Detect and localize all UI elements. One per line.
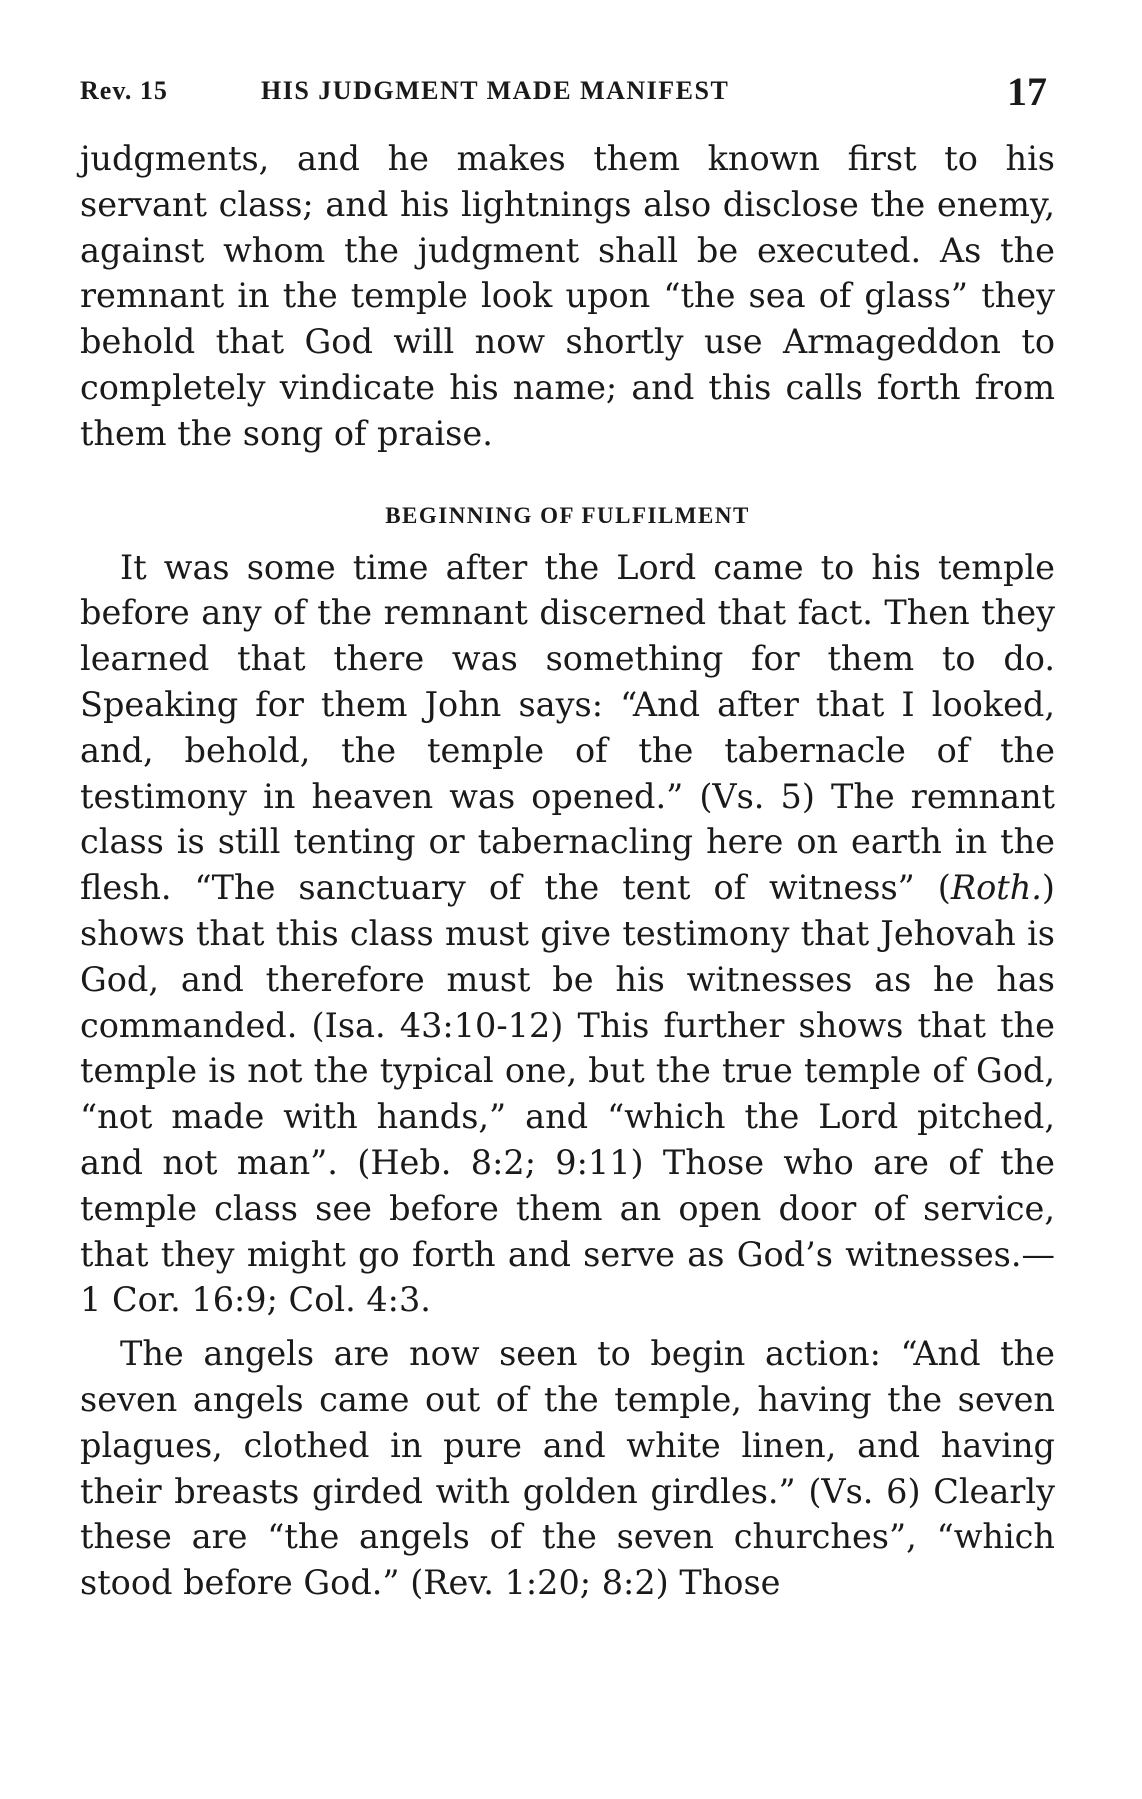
section-heading: BEGINNING OF FULFILMENT	[385, 502, 750, 528]
italic-citation: Roth.	[950, 868, 1042, 908]
running-title: HIS JUDGMENT MADE MANIFEST	[261, 76, 730, 105]
page-number: 17	[1007, 69, 1047, 114]
paragraph-text-part-2: ) shows that this class must give testimony that Jehovah is God, and therefore must be his witnesses as he has commanded. (Isa. 43:10-12) This further shows that the temple is not the typical one, but the true temple of God, “not made with hands,” and “which the Lord pitched, and not man”. (Heb. 8:2; 9:11) Those who are of the temple class see before them an open door of service, that they might go forth and serve as God’s witnesses.—1 Cor. 16:9; Col. 4:3.	[80, 868, 1055, 1320]
paragraph-continued: judgments, and he makes them known first to his servant class; and his lightnings also disclose the enemy, against whom the judgment shall be executed. As the remnant in the temple look upon “the sea of glass” they behold that God will now shortly use Armageddon to completely vindicate his name; and this calls forth from them the song of praise.	[80, 139, 1055, 453]
paragraph-angels-action: The angels are now seen to begin action: “And the seven angels came out of the temple, having the seven plagues, clothed in pure and white linen, and having their breasts girded with golden girdles.” (Vs. 6) Clearly these are “the angels of the seven churches”, “which stood before God.” (Rev. 1:20; 8:2) Those	[80, 1334, 1055, 1603]
running-head	[80, 66, 1055, 130]
paragraph-text-part-1: It was some time after the Lord came to his temple before any of the remnant discerned that fact. Then they learned that there was something for them to do. Speaking for them John says: “And after that I looked, and, behold, the temple of the tabernacle of the testimony in heaven was opened.” (Vs. 5) The remnant class is still tenting or tabernacling here on earth in the flesh. “The sanctuary of the tent of witness” (	[80, 547, 1055, 908]
book-page	[80, 66, 1055, 1606]
chapter-reference: Rev. 15	[80, 76, 168, 105]
paragraph-beginning-of-fulfilment	[80, 545, 1055, 1324]
